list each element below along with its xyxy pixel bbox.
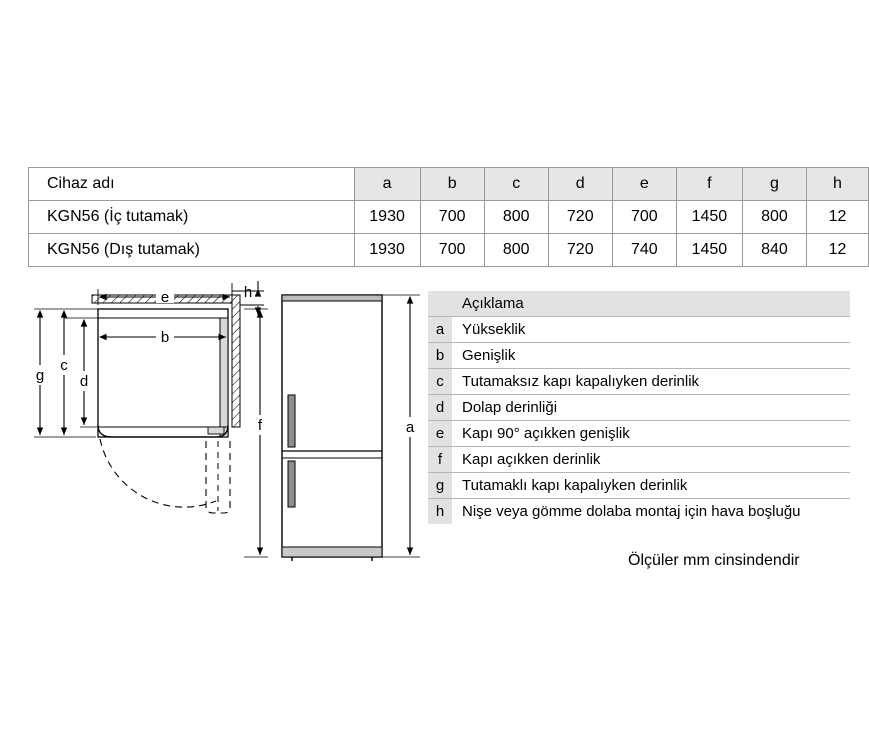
legend-text-h: Nişe veya gömme dolaba montaj için hava boşluğu: [462, 503, 801, 520]
cell-h: 12: [806, 234, 868, 267]
legend-text-b: Genişlik: [462, 347, 516, 364]
cell-d: 720: [548, 234, 612, 267]
header-cell-e: e: [612, 168, 676, 201]
legend-text-d: Dolap derinliği: [462, 399, 558, 416]
cell-c: 800: [484, 201, 548, 234]
cell-device-name: KGN56 (İç tutamak): [29, 201, 355, 234]
cell-f: 1450: [676, 234, 742, 267]
legend-key-f: f: [428, 447, 452, 472]
legend-header-row: [428, 291, 850, 317]
table-header-row: [29, 168, 869, 201]
legend-row-f: [428, 447, 850, 473]
legend-header-label: Açıklama: [462, 295, 524, 312]
legend-key-a: a: [428, 317, 452, 342]
drawing-label-g: g: [35, 367, 45, 384]
cell-a: 1930: [354, 234, 420, 267]
legend-text-f: Kapı açıkken derinlik: [462, 451, 601, 468]
cell-c: 800: [484, 234, 548, 267]
legend-key-d: d: [428, 395, 452, 420]
legend-row-c: [428, 369, 850, 395]
header-cell-h: h: [806, 168, 868, 201]
cell-f: 1450: [676, 201, 742, 234]
cell-d: 720: [548, 201, 612, 234]
legend-text-c: Tutamaksız kapı kapalıyken derinlik: [462, 373, 700, 390]
legend-key-c: c: [428, 369, 452, 394]
legend-row-g: [428, 473, 850, 499]
legend-key-h: h: [428, 499, 452, 524]
header-cell-name: Cihaz adı: [29, 168, 355, 201]
legend-row-d: [428, 395, 850, 421]
cell-h: 12: [806, 201, 868, 234]
drawing-label-c: c: [60, 357, 68, 374]
drawing-label-d: d: [79, 373, 89, 390]
cell-a: 1930: [354, 201, 420, 234]
units-note: Ölçüler mm cinsindendir: [628, 552, 800, 569]
header-cell-a: a: [354, 168, 420, 201]
cell-g: 840: [742, 234, 806, 267]
cell-e: 740: [612, 234, 676, 267]
cell-b: 700: [420, 234, 484, 267]
drawing-label-h: h: [243, 284, 253, 301]
table-row: [29, 234, 869, 267]
legend-row-h: [428, 499, 850, 524]
legend-row-a: [428, 317, 850, 343]
legend-row-b: [428, 343, 850, 369]
drawing-label-a: a: [405, 419, 415, 436]
legend-text-e: Kapı 90° açıkken genişlik: [462, 425, 630, 442]
header-cell-c: c: [484, 168, 548, 201]
legend-key-e: e: [428, 421, 452, 446]
drawing-label-e: e: [160, 289, 170, 306]
legend-key-b: b: [428, 343, 452, 368]
cell-e: 700: [612, 201, 676, 234]
drawing-label-b: b: [160, 329, 170, 346]
legend-table: [428, 291, 850, 524]
table-row: [29, 201, 869, 234]
legend-row-e: [428, 421, 850, 447]
cell-b: 700: [420, 201, 484, 234]
drawing-label-f: f: [257, 417, 263, 434]
technical-drawing: [20, 275, 430, 580]
header-cell-d: d: [548, 168, 612, 201]
cell-g: 800: [742, 201, 806, 234]
header-cell-g: g: [742, 168, 806, 201]
header-cell-f: f: [676, 168, 742, 201]
legend-text-a: Yükseklik: [462, 321, 526, 338]
legend-key-g: g: [428, 473, 452, 498]
legend-text-g: Tutamaklı kapı kapalıyken derinlik: [462, 477, 688, 494]
legend-header-key: [428, 291, 452, 316]
header-cell-b: b: [420, 168, 484, 201]
cell-device-name: KGN56 (Dış tutamak): [29, 234, 355, 267]
dimensions-table: [28, 167, 869, 267]
